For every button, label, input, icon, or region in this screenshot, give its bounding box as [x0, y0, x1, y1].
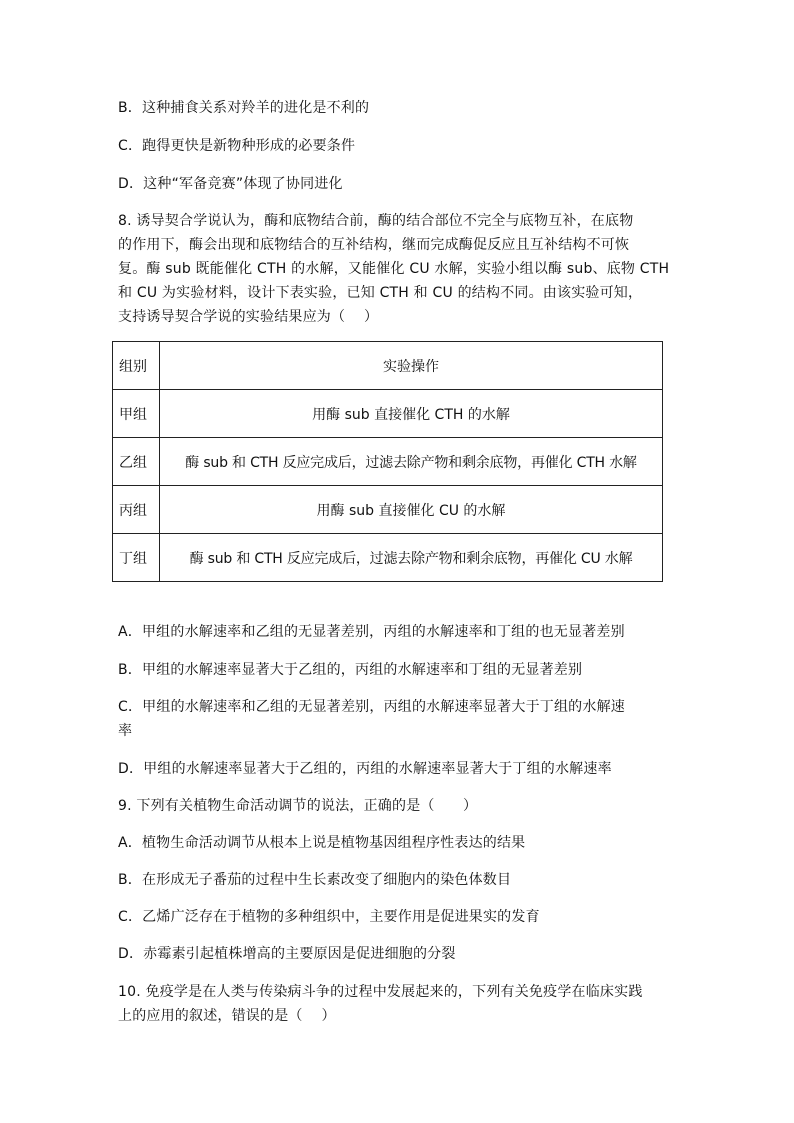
- table-cell-group: 丙组: [113, 486, 160, 534]
- table-row: [113, 390, 663, 438]
- q8-stem-line-1: 8. 诱导契合学说认为，酶和底物结合前，酶的结合部位不完全与底物互补，在底物: [118, 213, 634, 229]
- table-cell-group: 丁组: [113, 534, 160, 582]
- table-cell-operation: 用酶 sub 直接催化 CTH 的水解: [160, 390, 663, 438]
- table-cell-operation: 用酶 sub 直接催化 CU 的水解: [160, 486, 663, 534]
- experiment-table: [112, 341, 663, 582]
- q8-stem-line-2: 的作用下，酶会出现和底物结合的互补结构，继而完成酶促反应且互补结构不可恢: [118, 237, 630, 253]
- table-row: [113, 534, 663, 582]
- q7-option-d: D．这种“军备竞赛”体现了协同进化: [118, 176, 343, 192]
- q8-option-a: A．甲组的水解速率和乙组的无显著差别，丙组的水解速率和丁组的也无显著差别: [118, 624, 625, 640]
- q10-stem-line-2: 上的应用的叙述，错误的是（ ）: [118, 1008, 336, 1024]
- table-header-operation: 实验操作: [160, 342, 663, 390]
- q8-option-c: C．甲组的水解速率和乙组的无显著差别，丙组的水解速率显著大于丁组的水解速: [118, 699, 625, 715]
- table-row: [113, 486, 663, 534]
- q8-stem-line-4: 和 CU 为实验材料，设计下表实验，已知 CTH 和 CU 的结构不同。由该实验可知，: [118, 285, 643, 301]
- q10-stem-line-1: 10. 免疫学是在人类与传染病斗争的过程中发展起来的，下列有关免疫学在临床实践: [118, 984, 643, 1000]
- q9-option-b: B．在形成无子番茄的过程中生长素改变了细胞内的染色体数目: [118, 872, 512, 888]
- q9-option-c: C．乙烯广泛存在于植物的多种组织中，主要作用是促进果实的发育: [118, 909, 540, 925]
- q7-option-b: B．这种捕食关系对羚羊的进化是不利的: [118, 100, 370, 116]
- table-row: [113, 438, 663, 486]
- table-header-group: 组别: [113, 342, 160, 390]
- q7-option-c: C．跑得更快是新物种形成的必要条件: [118, 138, 356, 154]
- table-cell-group: 甲组: [113, 390, 160, 438]
- q8-option-c-continued: 率: [118, 723, 133, 739]
- q9-option-d: D．赤霉素引起植株增高的主要原因是促进细胞的分裂: [118, 946, 456, 962]
- q8-stem-line-5: 支持诱导契合学说的实验结果应为（ ）: [118, 309, 379, 325]
- table-header-row: [113, 342, 663, 390]
- q8-option-b: B．甲组的水解速率显著大于乙组的，丙组的水解速率和丁组的无显著差别: [118, 662, 583, 678]
- q9-option-a: A．植物生命活动调节从根本上说是植物基因组程序性表达的结果: [118, 835, 526, 851]
- q8-stem-line-3: 复。酶 sub 既能催化 CTH 的水解，又能催化 CU 水解，实验小组以酶 sub、底物 CTH: [118, 261, 670, 277]
- table-cell-operation: 酶 sub 和 CTH 反应完成后，过滤去除产物和剩余底物，再催化 CU 水解: [160, 534, 663, 582]
- q9-stem: 9. 下列有关植物生命活动调节的说法，正确的是（ ）: [118, 798, 478, 814]
- q8-option-d: D．甲组的水解速率显著大于乙组的，丙组的水解速率显著大于丁组的水解速率: [118, 761, 612, 777]
- table-cell-group: 乙组: [113, 438, 160, 486]
- table-cell-operation: 酶 sub 和 CTH 反应完成后，过滤去除产物和剩余底物，再催化 CTH 水解: [160, 438, 663, 486]
